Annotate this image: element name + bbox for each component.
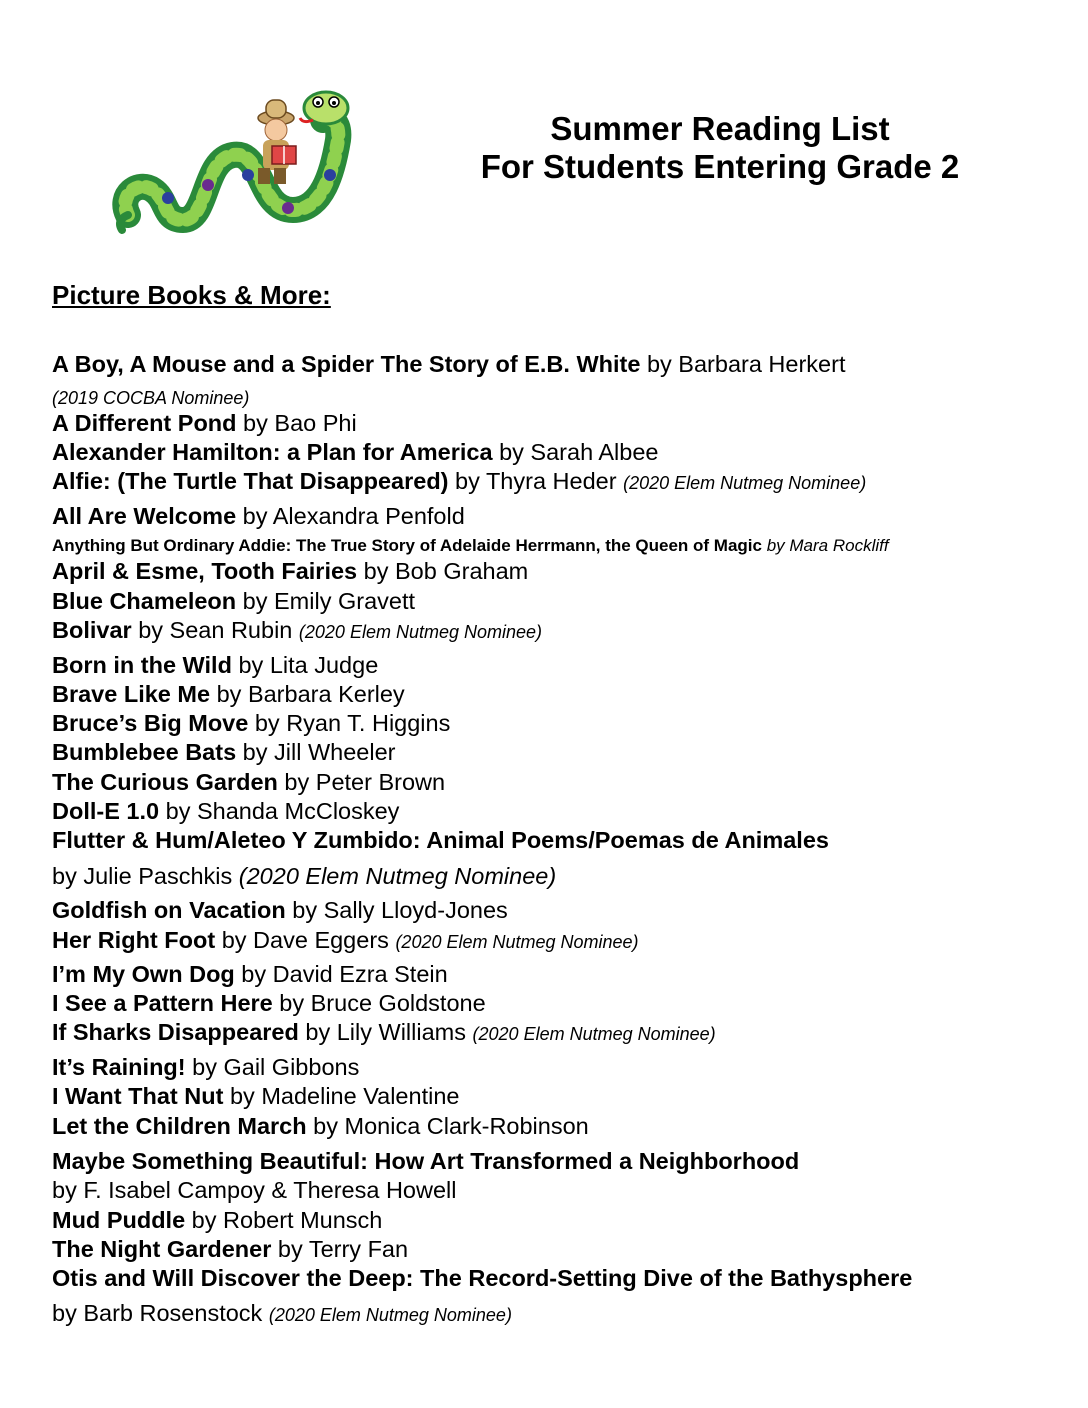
- title-line-1: Summer Reading List: [550, 110, 890, 147]
- list-item: [52, 467, 866, 497]
- list-item: [52, 1053, 359, 1083]
- book-note: (2019 COCBA Nominee): [52, 388, 250, 408]
- book-title: Born in the Wild: [52, 652, 232, 678]
- book-title: I See a Pattern Here: [52, 990, 273, 1016]
- book-title: I Want That Nut: [52, 1083, 224, 1109]
- book-note: (2020 Elem Nutmeg Nominee): [298, 622, 543, 642]
- list-item: [52, 532, 889, 560]
- book-title: Blue Chameleon: [52, 588, 237, 614]
- book-title: April & Esme, Tooth Fairies: [52, 558, 358, 584]
- book-author: by Barb Rosenstock: [52, 1300, 269, 1326]
- page-title: [430, 110, 1010, 186]
- book-title: Flutter & Hum/Aleteo Y Zumbido: Animal Poems/Poemas de Animales: [52, 827, 829, 853]
- book-title: I’m My Own Dog: [52, 961, 235, 987]
- book-title: Bumblebee Bats: [52, 739, 237, 765]
- book-note: (2020 Elem Nutmeg Nominee): [268, 1305, 512, 1325]
- book-note: (2020 Elem Nutmeg Nominee): [623, 473, 867, 493]
- list-item: [52, 1176, 456, 1206]
- bookworm-snake-reading-icon: [108, 80, 398, 240]
- list-item: [52, 826, 829, 856]
- book-author: by Lily Williams: [298, 1019, 473, 1045]
- book-title: All Are Welcome: [52, 503, 237, 529]
- book-note: (2020 Elem Nutmeg Nominee): [472, 1024, 716, 1044]
- book-author: by Barbara Herkert: [640, 351, 846, 377]
- list-item: [52, 350, 845, 380]
- book-note: by Mara Rockliff: [761, 536, 889, 555]
- book-note: (2020 Elem Nutmeg Nominee): [238, 863, 557, 889]
- list-item: [52, 680, 405, 710]
- list-item: [52, 1264, 912, 1294]
- list-item: [52, 709, 450, 739]
- section-heading: Picture Books & More:: [52, 280, 331, 310]
- book-title: The Night Gardener: [52, 1236, 272, 1262]
- book-author: by Emily Gravett: [236, 588, 416, 614]
- book-author: by Monica Clark-Robinson: [306, 1113, 589, 1139]
- book-title: Otis and Will Discover the Deep: The Record-Setting Dive of the Bathysphere: [52, 1265, 913, 1291]
- book-title: Alfie: (The Turtle That Disappeared): [52, 468, 449, 494]
- book-author: by Robert Munsch: [185, 1207, 383, 1233]
- book-author: by Thyra Heder: [448, 468, 624, 494]
- book-author: by Sarah Albee: [492, 439, 659, 465]
- list-item: [52, 1147, 799, 1177]
- book-author: by F. Isabel Campoy & Theresa Howell: [52, 1177, 457, 1203]
- list-item: [52, 438, 658, 468]
- book-author: by Dave Eggers: [215, 927, 396, 953]
- list-item: [52, 502, 465, 532]
- book-author: by Alexandra Penfold: [236, 503, 465, 529]
- book-author: by David Ezra Stein: [234, 961, 448, 987]
- title-line-2: For Students Entering Grade 2: [480, 148, 960, 185]
- book-title: Brave Like Me: [52, 681, 211, 707]
- list-item: [52, 651, 378, 681]
- book-title: Goldfish on Vacation: [52, 897, 286, 923]
- book-author: by Shanda McCloskey: [159, 798, 400, 824]
- list-item: [52, 1082, 459, 1112]
- book-author: by Bruce Goldstone: [272, 990, 486, 1016]
- list-item: [52, 557, 528, 587]
- book-author: by Sally Lloyd-Jones: [285, 897, 508, 923]
- list-item: [52, 1235, 408, 1265]
- list-item: [52, 896, 508, 926]
- list-item: [52, 989, 486, 1019]
- book-author: by Jill Wheeler: [236, 739, 396, 765]
- book-title: A Different Pond: [52, 410, 237, 436]
- list-item: [52, 738, 395, 768]
- book-title: It’s Raining!: [52, 1054, 186, 1080]
- book-title: Bruce’s Big Move: [52, 710, 249, 736]
- book-title: Anything But Ordinary Addie: The True Story of Adelaide Herrmann, the Queen of Magic: [52, 536, 762, 555]
- list-item: [52, 382, 249, 412]
- book-author: by Sean Rubin: [131, 617, 299, 643]
- book-title: Let the Children March: [52, 1113, 307, 1139]
- list-item: [52, 1018, 716, 1048]
- list-item: [52, 960, 448, 990]
- book-title: Alexander Hamilton: a Plan for America: [52, 439, 493, 465]
- book-title: Bolivar: [52, 617, 132, 643]
- book-author: by Terry Fan: [271, 1236, 409, 1262]
- list-item: [52, 409, 357, 439]
- book-author: by Madeline Valentine: [223, 1083, 460, 1109]
- book-title: Mud Puddle: [52, 1207, 186, 1233]
- list-item: [52, 797, 399, 827]
- book-title: A Boy, A Mouse and a Spider The Story of E.B. White: [52, 351, 641, 377]
- book-author: by Barbara Kerley: [210, 681, 405, 707]
- list-item: [52, 1112, 589, 1142]
- book-author: by Bob Graham: [357, 558, 529, 584]
- list-item: [52, 587, 415, 617]
- list-item: [52, 768, 445, 798]
- book-title: Her Right Foot: [52, 927, 216, 953]
- list-item: [52, 616, 542, 646]
- book-author: by Lita Judge: [231, 652, 379, 678]
- book-author: by Ryan T. Higgins: [248, 710, 451, 736]
- book-author: by Bao Phi: [236, 410, 357, 436]
- book-author: by Julie Paschkis: [52, 863, 239, 889]
- book-author: by Gail Gibbons: [185, 1054, 360, 1080]
- book-note: (2020 Elem Nutmeg Nominee): [395, 932, 639, 952]
- list-item: [52, 1206, 382, 1236]
- list-item: [52, 1299, 512, 1329]
- list-item: [52, 926, 639, 956]
- book-title: Doll-E 1.0: [52, 798, 160, 824]
- book-title: The Curious Garden: [52, 769, 278, 795]
- book-author: by Peter Brown: [277, 769, 446, 795]
- book-title: Maybe Something Beautiful: How Art Transformed a Neighborhood: [52, 1148, 800, 1174]
- list-item: [52, 862, 556, 890]
- book-title: If Sharks Disappeared: [52, 1019, 299, 1045]
